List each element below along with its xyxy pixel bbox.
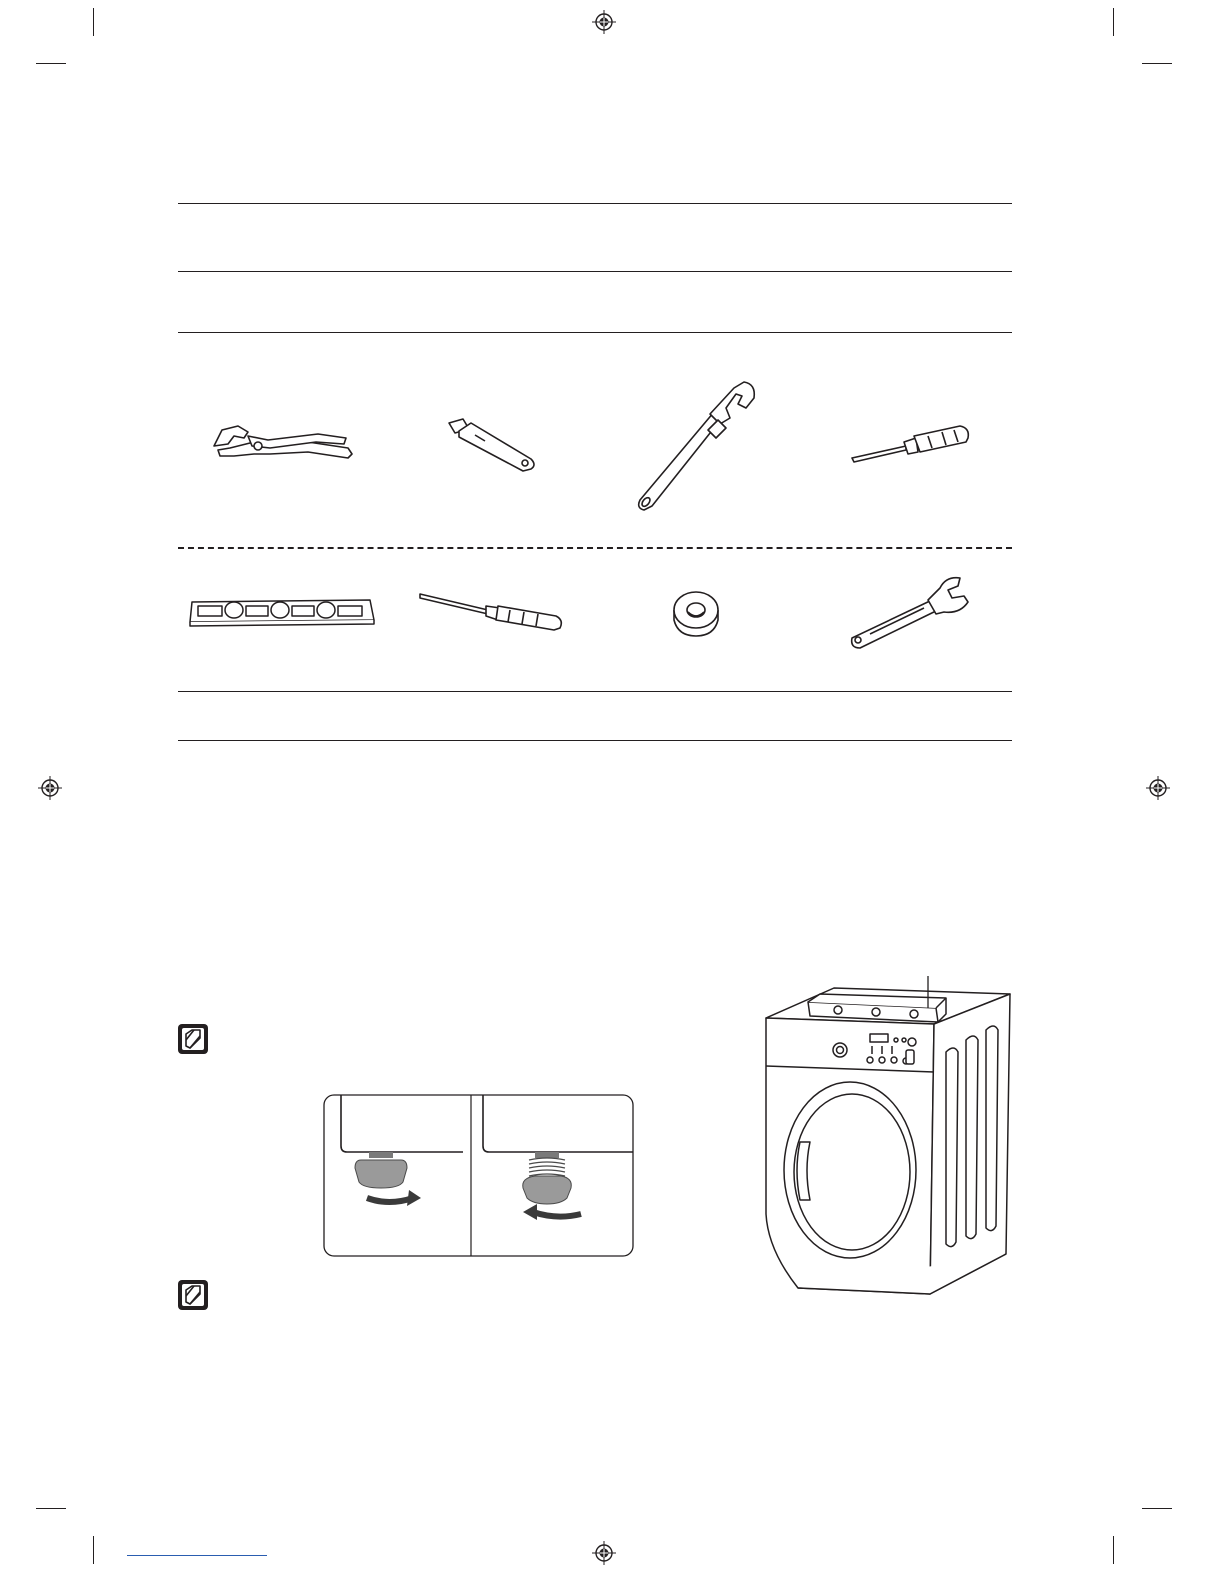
table-rule xyxy=(178,332,1012,333)
dashed-divider xyxy=(178,547,1012,549)
screwdriver-long-icon xyxy=(416,586,566,634)
crop-mark xyxy=(36,63,66,64)
crop-mark xyxy=(36,1508,66,1509)
crop-mark xyxy=(93,1536,94,1564)
crop-mark xyxy=(1142,63,1172,64)
footer-link-line xyxy=(127,1555,267,1556)
utility-knife-icon xyxy=(445,415,540,475)
screwdriver-small-icon xyxy=(848,424,973,464)
registration-mark-icon xyxy=(592,10,616,34)
table-rule xyxy=(178,740,1012,741)
crop-mark xyxy=(1113,1536,1114,1564)
registration-mark-icon xyxy=(38,776,62,800)
crop-mark xyxy=(1142,1508,1172,1509)
crop-mark xyxy=(93,8,94,36)
crop-mark xyxy=(1113,8,1114,36)
registration-mark-icon xyxy=(592,1541,616,1565)
registration-mark-icon xyxy=(1146,776,1170,800)
table-rule xyxy=(178,203,1012,204)
note-icon xyxy=(176,1022,210,1056)
leveling-foot-diagram xyxy=(323,1094,635,1258)
teflon-tape-icon xyxy=(668,588,724,638)
table-rule xyxy=(178,691,1012,692)
washer-with-level-icon xyxy=(758,974,1020,1304)
note-icon xyxy=(176,1278,210,1312)
adjustable-wrench-icon xyxy=(848,574,973,650)
pliers-icon xyxy=(208,420,358,465)
pipe-wrench-icon xyxy=(634,378,764,513)
level-icon xyxy=(186,596,376,630)
table-rule xyxy=(178,271,1012,272)
